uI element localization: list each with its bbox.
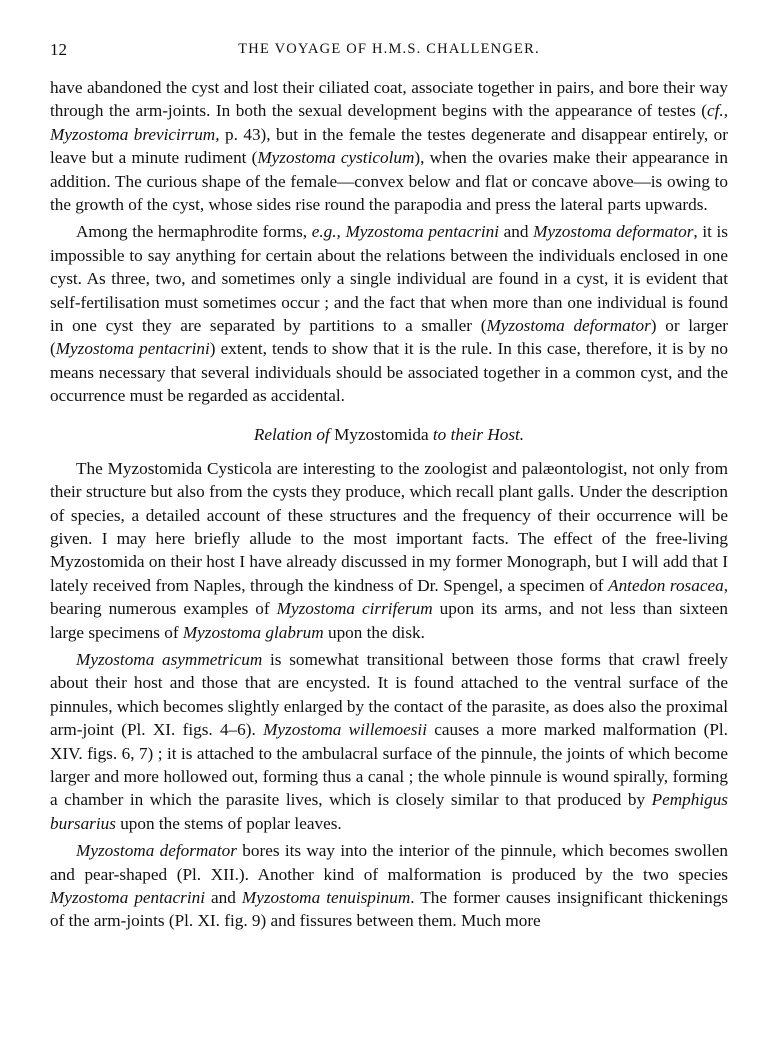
text-run: upon the disk. bbox=[323, 622, 425, 642]
text-run: upon its arms, and not less than sixteen large specimens of bbox=[50, 599, 728, 642]
running-title: THE VOYAGE OF H.M.S. CHALLENGER. bbox=[238, 41, 540, 57]
italic-run: Antedon rosacea bbox=[608, 575, 724, 595]
page-header bbox=[50, 40, 728, 66]
text-run: , bearing numerous examples of bbox=[50, 575, 728, 619]
text-run: . The former causes insignificant thickenings of the arm-joints (Pl. XI. fig. 9) and fissures between them. Much more bbox=[50, 888, 728, 931]
italic-run: Myzostoma willemoesii bbox=[263, 720, 427, 740]
text-run: and bbox=[204, 888, 242, 907]
italic-run: Myzostoma pentacrini bbox=[55, 339, 210, 359]
text-run: ), when the ovaries make their appearance in addition. The curious shape of the female—convex below and flat or concave above—is owing to the growth of the cyst, whose sides rise round the parapodia and press the lateral parts upwards. bbox=[50, 148, 728, 215]
text-run: is somewhat transitional between those forms that crawl freely about their host and those that are encysted. It is found attached to the ventral surface of the pinnules, which becomes slightly enlarged by the contact of the parasite, as does also the proximal arm-joint (Pl. XI. figs. 4–6). bbox=[50, 649, 728, 740]
paragraph bbox=[50, 839, 728, 933]
section-heading bbox=[50, 423, 728, 446]
text-run: causes a more marked malformation (Pl. XIV. figs. 6, 7) ; it is attached to the ambulacral surface of the pinnule, the joints of which become larger and more hollowed out, forming thus a canal ; the whole pinnule is wound spirally, forming a chamber in which the parasite lives, which is closely similar to that produced by bbox=[50, 720, 728, 810]
text-run: p. 43), but in the female the testes degenerate and disappear entirely, or leave but a minute rudiment ( bbox=[50, 124, 729, 168]
text-run: and bbox=[499, 222, 534, 242]
italic-run: Myzostoma cysticolum bbox=[257, 148, 415, 168]
italic-run: Myzostoma deformator bbox=[533, 222, 694, 242]
italic-run: Myzostoma tenuispinum bbox=[241, 888, 411, 907]
text-run: The Myzostomida Cysticola are interesting to the zoologist and palæontologist, not only from their structure but also from the cysts they produce, which recall plant galls. Under the description of species, a detailed account of these structures and the frequency of their occurrence will be given. I may here briefly allude to the most important facts. The effect of the free-living Myzostomida on their host I have already discussed in my former Monograph, but I will add that I lately received from Naples, through the kindness of Dr. Spengel, a specimen of bbox=[50, 458, 728, 595]
italic-run: Myzostoma cirriferum bbox=[276, 599, 433, 619]
text-run: ) extent, tends to show that it is the rule. In this case, therefore, it is by no means necessary that several individuals should be associated together in a common cyst, and the occurrence must be regarded as accidental. bbox=[50, 339, 728, 406]
paragraph bbox=[50, 648, 728, 835]
text-run: have abandoned the cyst and lost their ciliated coat, associate together in pairs, and bore their way through the arm-joints. In both the sexual development begins with the appearance of testes ( bbox=[50, 78, 728, 121]
italic-run: Pemphigus bursarius bbox=[50, 790, 728, 833]
italic-run: Myzostoma deformator bbox=[486, 316, 651, 336]
section-heading-part: to their Host. bbox=[432, 424, 525, 444]
italic-run: Myzostoma pentacrini bbox=[50, 888, 205, 907]
document-page bbox=[50, 40, 728, 933]
italic-run: Myzostoma glabrum bbox=[182, 622, 324, 642]
text-run: , it is impossible to say anything for certain about the relations between the individuals enclosed in one cyst. As three, two, and sometimes only a single individual are found in a cyst, it is evident that self-fertilisation must sometimes occur ; and the fact that when more than one individual is found in one cyst they are separated by partitions to a smaller ( bbox=[50, 222, 729, 336]
body-text-top bbox=[50, 76, 728, 408]
italic-run: Myzostoma asymmetricum bbox=[76, 649, 263, 669]
paragraph bbox=[50, 76, 728, 216]
text-run: ) or larger ( bbox=[50, 316, 728, 359]
paragraph bbox=[50, 457, 728, 644]
section-heading-part: Relation of bbox=[253, 424, 330, 444]
text-run: bores its way into the interior of the pinnule, which becomes swollen and pear-shaped (Pl. XII.). Another kind of malformation is produced by the two species bbox=[50, 841, 729, 884]
text-run: upon the stems of poplar leaves. bbox=[115, 813, 342, 833]
paragraph bbox=[50, 220, 728, 407]
italic-run: Myzostoma deformator bbox=[76, 841, 237, 861]
italic-run: e.g., Myzostoma pentacrini bbox=[311, 222, 500, 242]
text-run: Among the hermaphrodite forms, bbox=[76, 222, 312, 242]
section-heading-part: Myzostomida bbox=[329, 424, 433, 444]
italic-run: cf., Myzostoma brevicirrum, bbox=[50, 101, 728, 144]
page-number: 12 bbox=[50, 40, 67, 59]
body-text-bottom bbox=[50, 457, 728, 933]
